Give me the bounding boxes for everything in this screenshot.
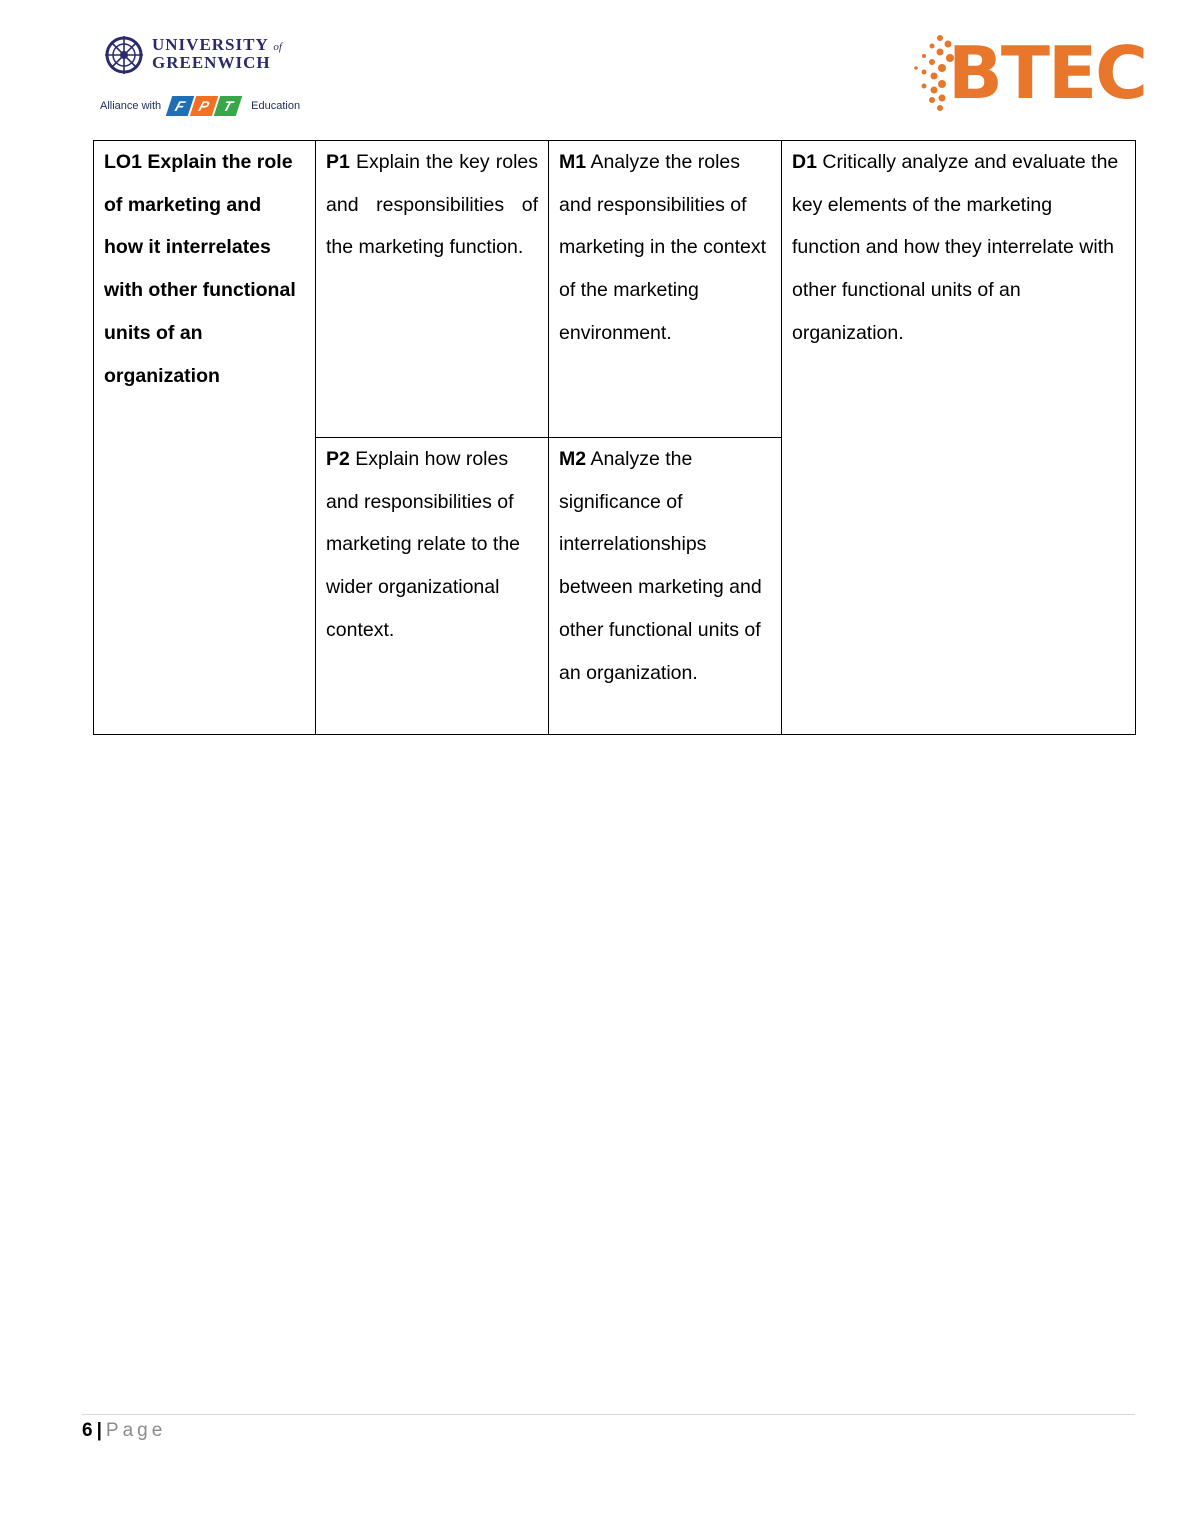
d1-cell	[782, 141, 1136, 735]
btec-logo	[910, 31, 1147, 115]
p2-cell	[316, 438, 549, 735]
d1-code: D1	[792, 151, 817, 173]
m1-text: Analyze the roles and responsibilities of marketing in the context of the marketing environment.	[559, 151, 767, 344]
m2-cell	[549, 438, 782, 735]
d1-text: Critically analyze and evaluate the key elements of the marketing function and how they interrelate with other functional units of an organization.	[792, 151, 1119, 344]
alliance-text: Alliance with	[100, 100, 162, 112]
university-line1: UNIVERSITY	[152, 35, 269, 54]
footer-divider	[82, 1414, 1135, 1415]
assessment-criteria-table	[93, 140, 1136, 735]
page-number: 6	[82, 1420, 93, 1441]
page-footer	[82, 1420, 166, 1442]
p1-cell	[316, 141, 549, 438]
fpt-letter-f: F	[166, 96, 194, 116]
footer-separator: |	[96, 1420, 102, 1441]
fpt-alliance	[100, 94, 300, 118]
fpt-letter-t: T	[214, 96, 242, 116]
table-row	[94, 141, 1136, 438]
greenwich-crest-icon	[98, 34, 150, 76]
lo1-code: LO1	[104, 151, 142, 173]
university-of: of	[273, 41, 282, 53]
m2-text: Analyze the significance of interrelationships between marketing and other functional units of an organization.	[559, 448, 762, 684]
p1-code: P1	[326, 151, 350, 173]
p2-text: Explain how roles and responsibilities of marketing relate to the wider organizational context.	[326, 448, 521, 641]
university-line2: GREENWICH	[152, 53, 271, 72]
university-name	[152, 37, 282, 71]
p2-code: P2	[326, 448, 350, 470]
page-label: Page	[105, 1420, 167, 1441]
m1-code: M1	[559, 151, 587, 173]
m2-code: M2	[559, 448, 587, 470]
fpt-logo	[169, 96, 241, 116]
education-text: Education	[251, 100, 301, 112]
p1-text: Explain the key roles and responsibilities of the marketing function.	[326, 151, 538, 259]
btec-wordmark: BTEC	[948, 31, 1147, 115]
fpt-letter-p: P	[190, 96, 218, 116]
lo1-cell	[94, 141, 316, 735]
lo1-text: Explain the role of marketing and how it interrelates with other functional units of an organization	[104, 151, 296, 387]
university-of-greenwich-logo	[98, 34, 323, 120]
m1-cell	[549, 141, 782, 438]
